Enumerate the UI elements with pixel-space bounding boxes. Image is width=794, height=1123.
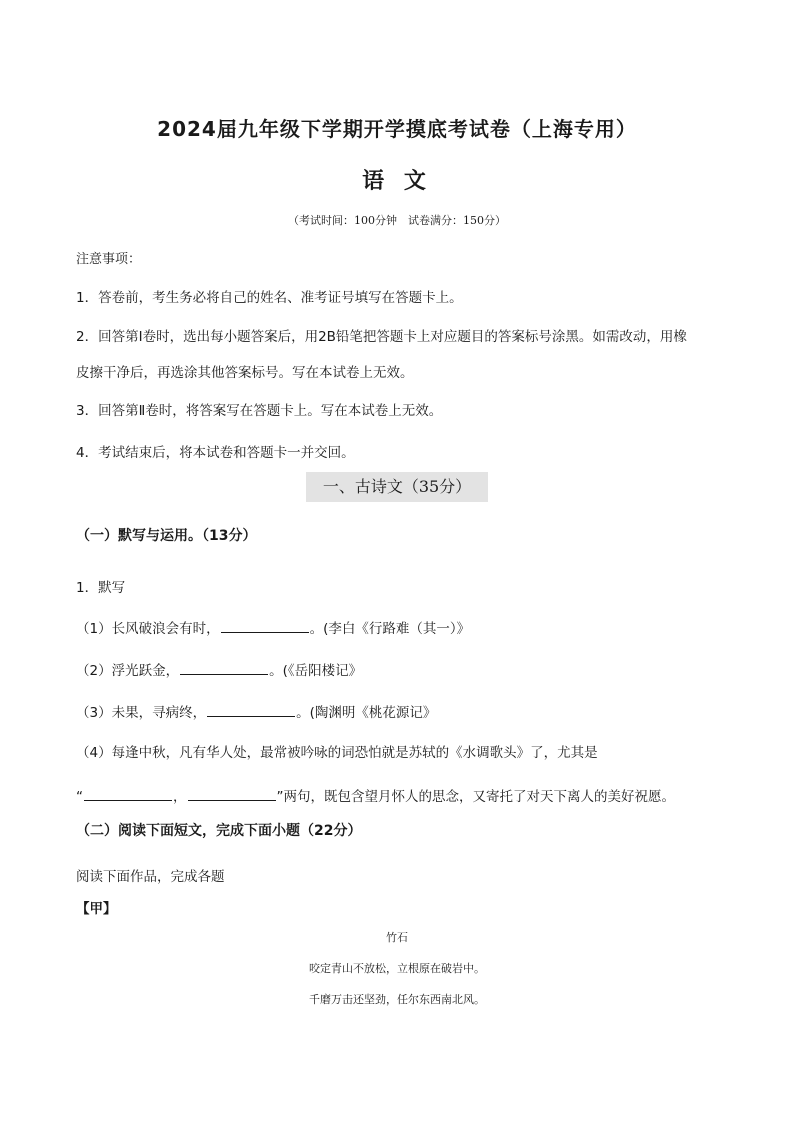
q1-3-suffix: 。(陶渊明《桃花源记》 bbox=[296, 705, 437, 721]
notice-item-2-cont: 皮擦干净后，再选涂其他答案标号。写在本试卷上无效。 bbox=[76, 365, 414, 381]
q1-1-prefix: （1）长风破浪会有时， bbox=[76, 621, 220, 637]
part2-heading: （二）阅读下面短文，完成下面小题（22分） bbox=[76, 823, 362, 839]
answer-blank[interactable] bbox=[84, 788, 172, 801]
q1-4-suffix: ”两句，既包含望月怀人的思念，又寄托了对天下离人的美好祝愿。 bbox=[276, 789, 675, 805]
q1-3-prefix: （3）未果，寻病终， bbox=[76, 705, 207, 721]
question-1-1 bbox=[76, 617, 470, 637]
notice-item-4: 4．考试结束后，将本试卷和答题卡一并交回。 bbox=[76, 445, 355, 461]
q1-2-suffix: 。(《岳阳楼记》 bbox=[269, 663, 363, 679]
exam-info: （考试时间：100分钟 试卷满分：150分） bbox=[288, 214, 506, 227]
question-1-4-line1: （4）每逢中秋，凡有华人处，最常被吟咏的词恐怕就是苏轼的《水调歌头》了，尤其是 bbox=[76, 745, 598, 761]
open-quote: “ bbox=[76, 789, 83, 805]
poem-title: 竹石 bbox=[386, 931, 408, 944]
q1-1-suffix: 。(李白《行路难（其一）》 bbox=[309, 621, 471, 637]
notice-item-3: 3．回答第Ⅱ卷时，将答案写在答题卡上。写在本试卷上无效。 bbox=[76, 403, 443, 419]
notice-item-2: 2．回答第Ⅰ卷时，选出每小题答案后，用2B铅笔把答题卡上对应题目的答案标号涂黑。如需改动，用橡 bbox=[76, 329, 687, 345]
answer-blank[interactable] bbox=[180, 662, 268, 675]
part1-heading: （一）默写与运用。（13分） bbox=[76, 528, 257, 544]
section-title: 一、古诗文（35分） bbox=[306, 472, 488, 502]
answer-blank[interactable] bbox=[188, 788, 276, 801]
comma: ， bbox=[173, 789, 187, 805]
poem-line-1: 咬定青山不放松，立根原在破岩中。 bbox=[309, 962, 485, 975]
notice-heading: 注意事项： bbox=[76, 252, 142, 267]
question-1-label: 1．默写 bbox=[76, 580, 126, 596]
exam-title: 2024届九年级下学期开学摸底考试卷（上海专用） bbox=[157, 117, 637, 141]
poem-line-2: 千磨万击还坚劲，任尔东西南北风。 bbox=[309, 993, 485, 1006]
answer-blank[interactable] bbox=[207, 704, 295, 717]
reading-intro: 阅读下面作品，完成各题 bbox=[76, 869, 225, 885]
answer-blank[interactable] bbox=[221, 620, 309, 633]
jia-label: 【甲】 bbox=[76, 901, 117, 917]
notice-item-1: 1．答卷前，考生务必将自己的姓名、准考证号填写在答题卡上。 bbox=[76, 290, 463, 306]
question-1-4-line2 bbox=[76, 785, 675, 805]
subject-title: 语 文 bbox=[362, 169, 432, 194]
q1-2-prefix: （2）浮光跃金， bbox=[76, 663, 180, 679]
question-1-2 bbox=[76, 659, 362, 679]
question-1-3 bbox=[76, 701, 436, 721]
